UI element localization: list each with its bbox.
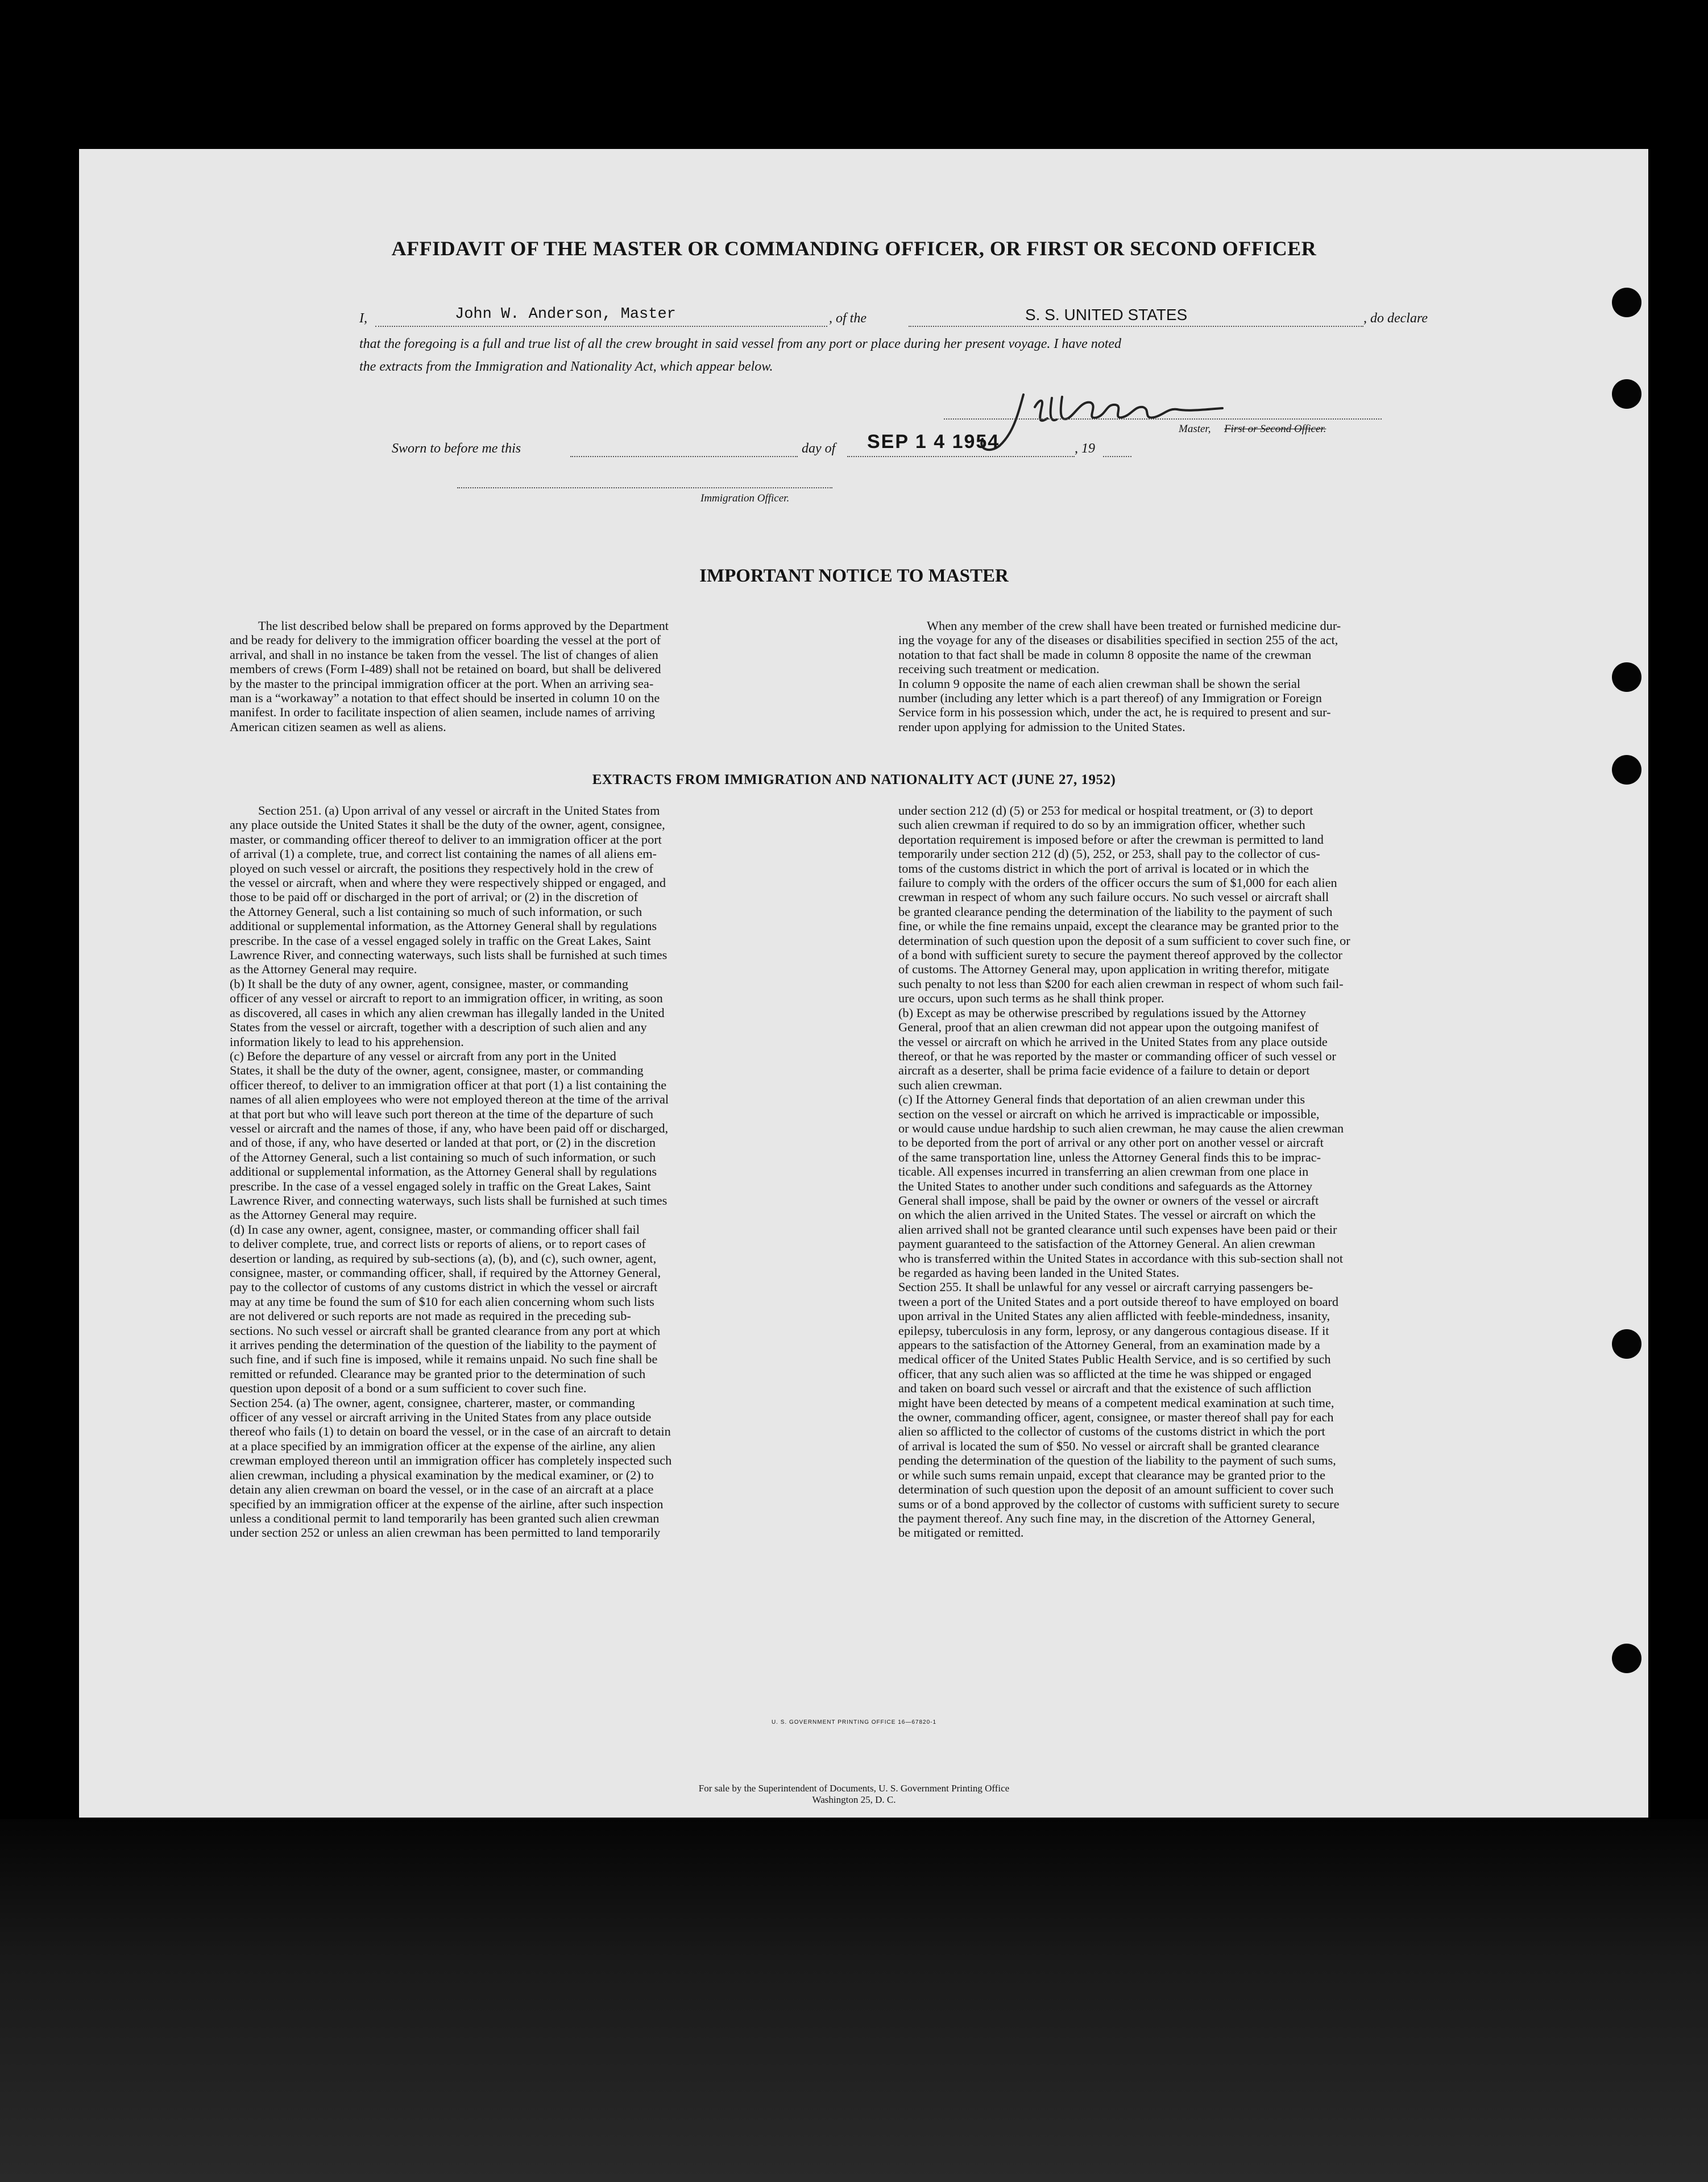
immigration-officer-label: Immigration Officer. bbox=[700, 492, 790, 504]
declaration-line-1: that the foregoing is a full and true list of all the crew brought in said vessel from any port or place during her present voyage. I have noted bbox=[359, 337, 1122, 351]
of-the-label: , of the bbox=[829, 311, 867, 326]
punch-hole bbox=[1612, 379, 1641, 409]
punch-hole bbox=[1612, 1329, 1641, 1359]
i-label: I, bbox=[359, 311, 367, 326]
sworn-day-line bbox=[570, 456, 798, 457]
declaration-line-2: the extracts from the Immigration and Nationality Act, which appear below. bbox=[359, 359, 773, 374]
date-stamp: SEP 1 4 1954 bbox=[867, 431, 1000, 453]
notice-left-text: The list described below shall be prepared on forms approved by the Department and be ready for delivery to the immigration officer boarding the vessel at the port of arrival, and shall in no instance be taken from the vessel. The list of changes of alien members of crews (Form I-489) shall not be retained on board, but shall be delivered by the master to the principal immigration officer at the port. When an arriving sea- man is a “workaway” a notation to that effect should be inserted in column 10 on the manifest. In order to facilitate inspection of alien seamen, include names of arriving American citizen seamen as well as aliens. bbox=[230, 619, 669, 734]
extracts-left-column: Section 251. (a) Upon arrival of any vessel or aircraft in the United States from any place outside the United States it shall be the duty of the owner, agent, consignee, master, or commanding officer thereof to deliver to an immigration officer at the port of arrival (1) a complete, true, and correct list containing the names of all aliens em- ployed on such vessel or aircraft, the positions they respectively hold in the crew of the vessel or aircraft, when and where they were respectively shipped or engaged, and those to be paid off or discharged in the port of arrival; or (2) in the discretion of the Attorney General, such a list containing so much of such information, or such additional or supplemental information, as the Attorney General shall by regulations prescribe. In the case of a vessel engaged solely in traffic on the Great Lakes, Saint Lawrence River, and connecting waterways, such lists shall be furnished at such times as the Attorney General may require. (b) It shall be the duty of any owner, agent, consignee, master, or commanding officer of any vessel or aircraft to report to an immigration officer, in writing, as soon as discovered, all cases in which any alien crewman has illegally landed in the United States from the vessel or aircraft, together with a description of such alien and any information likely to lead to his apprehension. (c) Before the departure of any vessel or aircraft from any port in the United States, it shall be the duty of the owner, agent, consignee, master, or commanding officer thereof, to deliver to an immigration officer at that port (1) a list containing the names of all alien employees who were not employed thereon at the time of the arrival at that port but who will leave such port thereon at the time of the departure of such vessel or aircraft and the names of those, if any, who have been paid off or discharged, and of those, if any, who have deserted or landed at that port, or (2) in the discretion of the Attorney General, such a list containing so much of such information, or such additional or supplemental information, as the Attorney General shall by regulations prescribe. In the case of a vessel engaged solely in traffic on the Great Lakes, Saint Lawrence River, and connecting waterways, such lists shall be furnished at such times as the Attorney General may require. (d) In case any owner, agent, consignee, master, or commanding officer shall fail to deliver complete, true, and correct lists or reports of aliens, or to report cases of desertion or landing, as required by sub-sections (a), (b), and (c), such owner, agent, consignee, master, or commanding officer, shall, if required by the Attorney General, pay to the collector of customs of any customs district in which the vessel or aircraft may at any time be found the sum of $10 for each alien concerning whom such lists are not delivered or such reports are not made as required in the preceding sub- sections. No such vessel or aircraft shall be granted clearance from any port at which it arrives pending the determination of the question of the liability to the payment of such fine, and if such fine is imposed, while it remains unpaid. No such fine shall be remitted or refunded. Clearance may be granted prior to the determination of such question upon deposit of a bond or a sum sufficient to cover such fine. Section 254. (a) The owner, agent, consignee, charterer, master, or commanding officer of any vessel or aircraft arriving in the United States from any place outside thereof who fails (1) to detain on board the vessel, or in the case of an aircraft to detain at a place specified by an immigration officer at the expense of the airline, any alien crewman employed thereon until an immigration officer has completely inspected such alien crewman, including a physical examination by the medical examiner, or (2) to detain any alien crewman on board the vessel, or in the case of an aircraft at a place specified by an immigration officer at the expense of the airline, after such inspection unless a conditional permit to land temporarily has been granted such alien crewman under section 252 or unless an alien crewman has been permitted to land temporarily bbox=[230, 803, 672, 1540]
role-master: Master, bbox=[1179, 423, 1211, 435]
immigration-officer-line bbox=[457, 487, 832, 488]
do-declare-label: , do declare bbox=[1363, 311, 1428, 326]
master-name: John W. Anderson, Master bbox=[455, 306, 676, 323]
sworn-label: Sworn to before me this bbox=[392, 441, 521, 456]
punch-hole bbox=[1612, 1644, 1641, 1673]
date-line bbox=[847, 456, 1075, 457]
affidavit-title: AFFIDAVIT OF THE MASTER OR COMMANDING OFFICER, OR FIRST OR SECOND OFFICER bbox=[391, 237, 1317, 260]
extracts-right-column: under section 212 (d) (5) or 253 for medical or hospital treatment, or (3) to deport such alien crewman if required to do so by an immigration officer, whether such deportation requirement is imposed before or after the crewman is permitted to land temporarily under section 212 (d) (5), 252, or 253, shall pay to the collector of cus- toms of the customs district in which the port of arrival is located or in which the failure to comply with the orders of the officer occurs the sum of $1,000 for each alien crewman in respect of whom any such failure occurs. No such vessel or aircraft shall be granted clearance pending the determination of the liability to the payment of such fine, or while the fine remains unpaid, except the clearance may be granted prior to the determination of such question upon the deposit of a sum sufficient to cover such fine, or of a bond with sufficient surety to secure the payment thereof approved by the collector of customs. The Attorney General may, upon application in writing therefor, mitigate such penalty to not less than $200 for each alien crewman in respect of whom such fail- ure occurs, upon such terms as he shall think proper. (b) Except as may be otherwise prescribed by regulations issued by the Attorney General, proof that an alien crewman did not appear upon the outgoing manifest of the vessel or aircraft on which he arrived in the United States from any place outside thereof, or that he was reported by the master or commanding officer of such vessel or aircraft as a deserter, shall be prima facie evidence of a failure to detain or deport such alien crewman. (c) If the Attorney General finds that deportation of an alien crewman under this section on the vessel or aircraft on which he arrived is impracticable or impossible, or would cause undue hardship to such alien crewman, he may cause the alien crewman to be deported from the port of arrival or any other port on another vessel or aircraft of the same transportation line, unless the Attorney General finds this to be imprac- ticable. All expenses incurred in transferring an alien crewman from one place in the United States to another under such conditions and safeguards as the Attorney General shall impose, shall be paid by the owner or owners of the vessel or aircraft on which the alien arrived in the United States. The vessel or aircraft on which the alien arrived shall not be granted clearance until such expenses have been paid or their payment guaranteed to the satisfaction of the Attorney General. An alien crewman who is transferred within the United States in accordance with this sub-section shall not be regarded as having been landed in the United States. Section 255. It shall be unlawful for any vessel or aircraft carrying passengers be- tween a port of the United States and a port outside thereof to have employed on board upon arrival in the United States any alien afflicted with feeble-mindedness, insanity, epilepsy, tuberculosis in any form, leprosy, or any dangerous contagious disease. If it appears to the satisfaction of the Attorney General, from an examination made by a medical officer of the United States Public Health Service, and is so certified by such officer, that any such alien was so afflicted at the time he was shipped or engaged and taken on board such vessel or aircraft and that the existence of such affliction might have been detected by means of a competent medical examination at such time, the owner, commanding officer, agent, consignee, or master thereof shall pay for each alien so afflicted to the collector of customs of the customs district in which the port of arrival is located the sum of $50. No vessel or aircraft shall be granted clearance pending the determination of the question of the liability to the payment of such sums, or while such sums remain unpaid, except that clearance may be granted prior to the determination of such question upon the deposit of an amount sufficient to cover such sums or of a bond approved by the collector of customs with sufficient surety to secure the payment thereof. Any such fine may, in the discretion of the Attorney General, be mitigated or remitted. bbox=[898, 803, 1350, 1540]
name-line bbox=[375, 326, 827, 327]
punch-hole bbox=[1612, 662, 1641, 692]
scan-background bbox=[0, 1819, 1708, 2182]
gpo-code: U. S. GOVERNMENT PRINTING OFFICE 16—67820-1 bbox=[771, 1719, 937, 1725]
year-suffix: , 19 bbox=[1075, 441, 1095, 456]
vessel-line bbox=[909, 326, 1363, 327]
for-sale-note: For sale by the Superintendent of Documents, U. S. Government Printing Office Washington 25, D. C. bbox=[698, 1783, 1010, 1805]
notice-title: IMPORTANT NOTICE TO MASTER bbox=[699, 566, 1009, 586]
year-line bbox=[1103, 456, 1131, 457]
punch-hole bbox=[1612, 288, 1641, 317]
signature-line bbox=[944, 418, 1382, 420]
role-struck: First or Second Officer. bbox=[1224, 423, 1326, 435]
day-of-label: day of bbox=[802, 441, 836, 456]
notice-right-text: When any member of the crew shall have been treated or furnished medicine dur- ing the voyage for any of the diseases or disabilities specified in section 255 of the act, notation to that fact shall be made in column 8 opposite the name of the crewman receiving such treatment or medication. In column 9 opposite the name of each alien crewman shall be shown the serial number (including any letter which is a part thereof) of any Immigration or Foreign Service form in his possession which, under the act, he is required to present and sur- render upon applying for admission to the United States. bbox=[898, 619, 1341, 734]
extracts-title: EXTRACTS FROM IMMIGRATION AND NATIONALITY ACT (JUNE 27, 1952) bbox=[592, 772, 1116, 787]
vessel-name: S. S. UNITED STATES bbox=[1025, 306, 1188, 323]
